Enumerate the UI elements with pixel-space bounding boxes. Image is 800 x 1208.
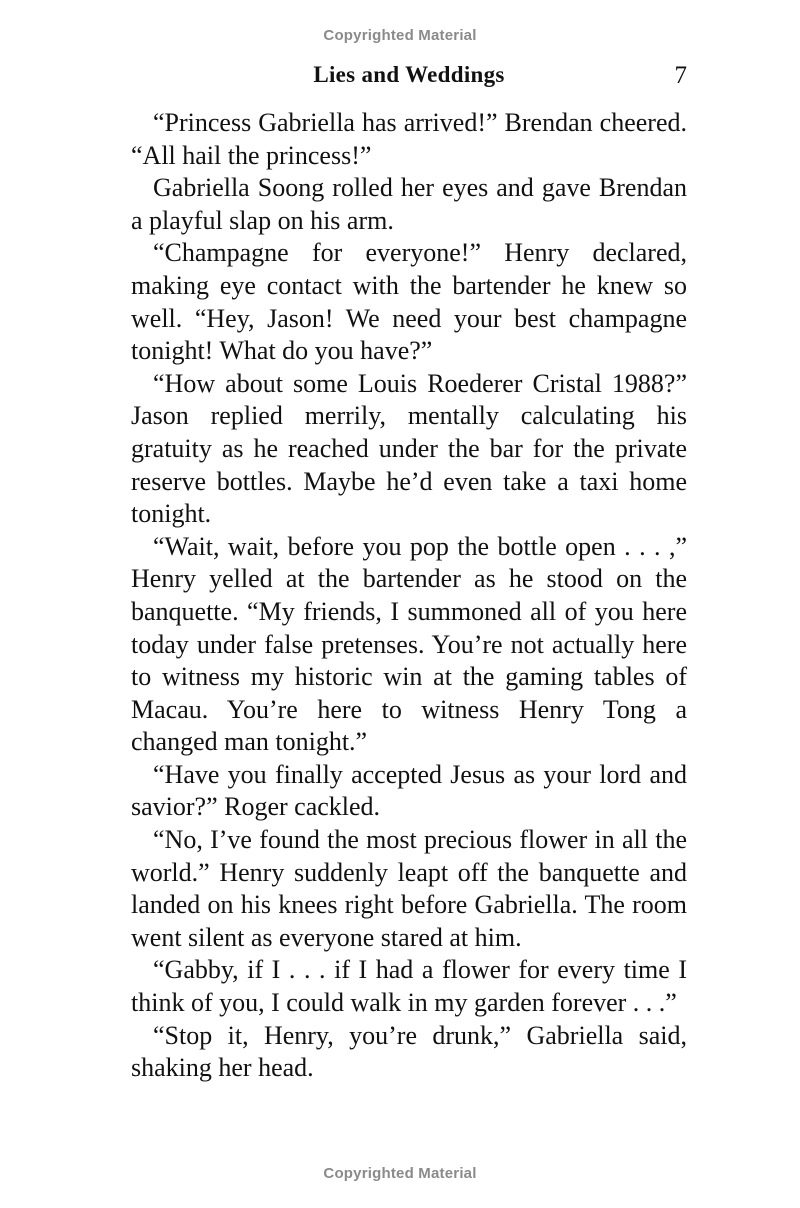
paragraph: “Wait, wait, before you pop the bottle open . . . ,” Henry yelled at the bartender as he stood on the banquette. “My friends, I summoned all of you here today under false pretenses. You’re not actually here to witness my historic win at the gaming tables of Macau. You’re here to witness Henry Tong a changed man tonight.” (131, 531, 687, 757)
paragraph: “Stop it, Henry, you’re drunk,” Gabriella said, shaking her head. (131, 1020, 687, 1083)
paragraph: “Have you finally accepted Jesus as your lord and savior?” Roger cackled. (131, 759, 687, 822)
paragraph: “No, I’ve found the most precious flower in all the world.” Henry suddenly leapt off the banquette and landed on his knees right before Gabriella. The room went silent as everyone stared at him. (131, 825, 687, 952)
paragraph: “How about some Louis Roederer Cristal 1988?” Jason replied merrily, mentally calculating his gratuity as he reached under the bar for the private reserve bottles. Maybe he’d even take a taxi home tonight. (131, 368, 687, 529)
body-text (131, 107, 687, 1085)
running-head (131, 62, 687, 92)
paragraph: “Gabby, if I . . . if I had a flower for every time I think of you, I could walk in my garden forever . . .” (131, 955, 687, 1018)
copyright-watermark-bottom: Copyrighted Material (323, 1165, 477, 1182)
running-title: Lies and Weddings (313, 62, 505, 87)
copyright-watermark-top: Copyrighted Material (323, 27, 477, 44)
paragraph: “Princess Gabriella has arrived!” Brendan cheered. “All hail the princess!” (131, 108, 687, 170)
page-number: 7 (674, 62, 687, 89)
paragraph: “Champagne for everyone!” Henry declared, making eye contact with the bartender he knew so well. “Hey, Jason! We need your best champagne tonight! What do you have?” (131, 238, 687, 366)
paragraph: Gabriella Soong rolled her eyes and gave Brendan a playful slap on his arm. (131, 173, 687, 235)
